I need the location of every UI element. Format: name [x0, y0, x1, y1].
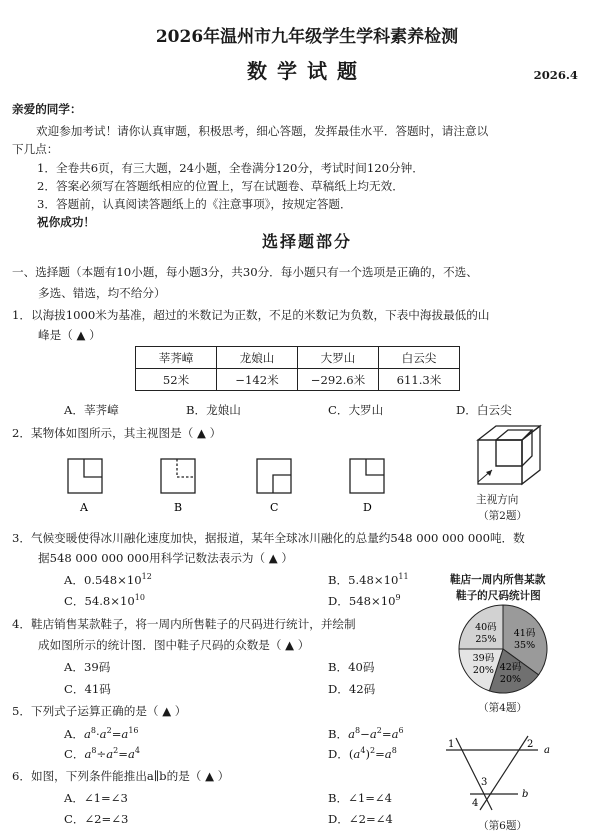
- q1-line1: 1．以海拔1000米为基准，超过的米数记为正数，不足的米数记为负数，下表中海拔最低的山: [12, 308, 490, 322]
- q1-line2: 峰是（ ▲ ）: [38, 328, 101, 342]
- intro-item-1: 1．全卷共6页，有三大题，24小题，全卷满分120分，考试时间120分钟．: [37, 161, 424, 175]
- q4-pie-chart: [447, 603, 559, 695]
- table-row: [136, 347, 460, 369]
- q2-view-d: [350, 459, 384, 493]
- pie-percent-label: 20%: [472, 665, 494, 677]
- greeting: 亲爱的同学：: [12, 102, 82, 116]
- q4-line1: 4．鞋店销售某款鞋子，将一周内所售鞋子的尺码进行统计，并绘制: [12, 617, 356, 631]
- q2-label-c: C: [270, 501, 279, 513]
- table-header-cell: 莘荠嶂: [136, 347, 217, 369]
- q6-option-b: B．∠1=∠4: [328, 791, 393, 805]
- q6-option-d: D．∠2=∠4: [328, 812, 393, 826]
- intro-line1: 欢迎参加考试！请你认真审题，积极思考，细心答题，发挥最佳水平．答题时，请注意以: [36, 124, 489, 138]
- q2-label-a: A: [80, 501, 88, 513]
- q2-label-d: D: [363, 501, 372, 513]
- q5-option-c: C．$a^8\div a^2=a^4$: [64, 746, 140, 761]
- q4-option-a: A．39码: [64, 660, 111, 674]
- q2-caption: （第2题）: [478, 510, 528, 522]
- table-header-cell: 大罗山: [298, 347, 379, 369]
- angle-2-label: 2: [527, 739, 534, 750]
- q6-stem: 6．如图，下列条件能推出a∥b的是（ ▲ ）: [12, 769, 230, 783]
- q3-option-b: B．$5.48\times 10^{11}$: [328, 572, 409, 587]
- q3-option-c: C．$54.8\times 10^{10}$: [64, 593, 145, 608]
- q5-stem: 5．下列式子运算正确的是（ ▲ ）: [12, 704, 187, 718]
- table-cell: −142米: [217, 369, 298, 391]
- line-b-label: b: [522, 789, 529, 800]
- exam-date: 2026.4: [533, 68, 578, 82]
- section-instr-line2: 多选、错选，均不给分）: [38, 286, 166, 300]
- pie-category-label: 39码: [472, 653, 495, 665]
- q4-option-d: D．42码: [328, 682, 376, 696]
- subject-title: 数学试题: [247, 59, 367, 83]
- q3-option-d: D．$548\times 10^9$: [328, 593, 401, 608]
- table-header-cell: 龙娘山: [217, 347, 298, 369]
- q2-solid-figure: [470, 422, 550, 490]
- q2-view-b: [161, 459, 195, 493]
- q2-view-a: [68, 459, 102, 493]
- table-cell: 611.3米: [379, 369, 460, 391]
- section-instr-line1: 一、选择题（本题有10小题，每小题3分，共30分．每小题只有一个选项是正确的，不选、: [12, 265, 478, 279]
- q4-caption: （第4题）: [478, 702, 528, 714]
- table-cell: 52米: [136, 369, 217, 391]
- exam-title: 2026年温州市九年级学生学科素养检测: [155, 27, 459, 47]
- q4-line2: 成如图所示的统计图．图中鞋子尺码的众数是（ ▲ ）: [38, 638, 310, 652]
- q2-stem: 2．某物体如图所示，其主视图是（ ▲ ）: [12, 426, 222, 440]
- table-header-cell: 白云尖: [379, 347, 460, 369]
- line-a-label: a: [544, 745, 550, 756]
- q1-option-c: C．大罗山: [328, 403, 384, 417]
- angle-3-label: 3: [481, 777, 488, 788]
- q4-option-c: C．41码: [64, 682, 111, 696]
- q6-caption: （第6题）: [478, 820, 528, 832]
- angle-1-label: 1: [448, 739, 455, 750]
- q6-parallel-lines-figure: [440, 730, 555, 814]
- pie-percent-label: 25%: [475, 633, 497, 645]
- pie-category-label: 40码: [475, 621, 497, 633]
- pie-category-label: 42码: [499, 662, 522, 674]
- q1-option-a: A．莘荠嶂: [64, 403, 119, 417]
- chart-title-line1: 鞋店一周内所售某款: [450, 574, 546, 586]
- pie-category-label: 41码: [513, 628, 536, 640]
- q1-option-b: B．龙娘山: [186, 403, 241, 417]
- q2-view-c: [257, 459, 291, 493]
- q3-option-a: A．$0.548\times 10^{12}$: [64, 572, 152, 587]
- pie-percent-label: 20%: [499, 674, 522, 686]
- q6-option-a: A．∠1=∠3: [64, 791, 128, 805]
- intro-line2: 下几点：: [12, 142, 59, 156]
- intro-item-3: 3．答题前，认真阅读答题纸上的《注意事项》，按规定答题．: [37, 197, 352, 211]
- q5-option-d: D．$(a^4)^2=a^8$: [328, 746, 397, 761]
- table-row: [136, 369, 460, 391]
- q3-line1: 3．气候变暖使得冰川融化速度加快，据报道，某年全球冰川融化的总量约548 000 000 000吨．数: [12, 531, 525, 545]
- table-cell: −292.6米: [298, 369, 379, 391]
- q4-option-b: B．40码: [328, 660, 375, 674]
- q2-option-figures: [60, 455, 400, 513]
- q6-option-c: C．∠2=∠3: [64, 812, 129, 826]
- section-title: 选择题部分: [261, 232, 352, 251]
- q2-label-b: B: [174, 501, 183, 513]
- pie-percent-label: 35%: [513, 640, 536, 652]
- transversal-right: [480, 736, 528, 810]
- q1-option-d: D．白云尖: [456, 403, 512, 417]
- q3-line2: 据548 000 000 000用科学记数法表示为（ ▲ ）: [38, 551, 293, 565]
- chart-title-line2: 鞋子的尺码统计图: [456, 590, 541, 602]
- q5-option-a: A．$a^8\cdot a^2=a^{16}$: [64, 726, 139, 741]
- angle-4-label: 4: [472, 798, 479, 809]
- q5-option-b: B．$a^8-a^2=a^6$: [328, 726, 404, 741]
- intro-wish: 祝你成功！: [37, 215, 95, 229]
- q1-altitude-table: [135, 346, 460, 391]
- q2-direction-label: 主视方向: [476, 494, 519, 506]
- intro-item-2: 2．答案必须写在答题纸相应的位置上，写在试题卷、草稿纸上均无效．: [37, 179, 404, 193]
